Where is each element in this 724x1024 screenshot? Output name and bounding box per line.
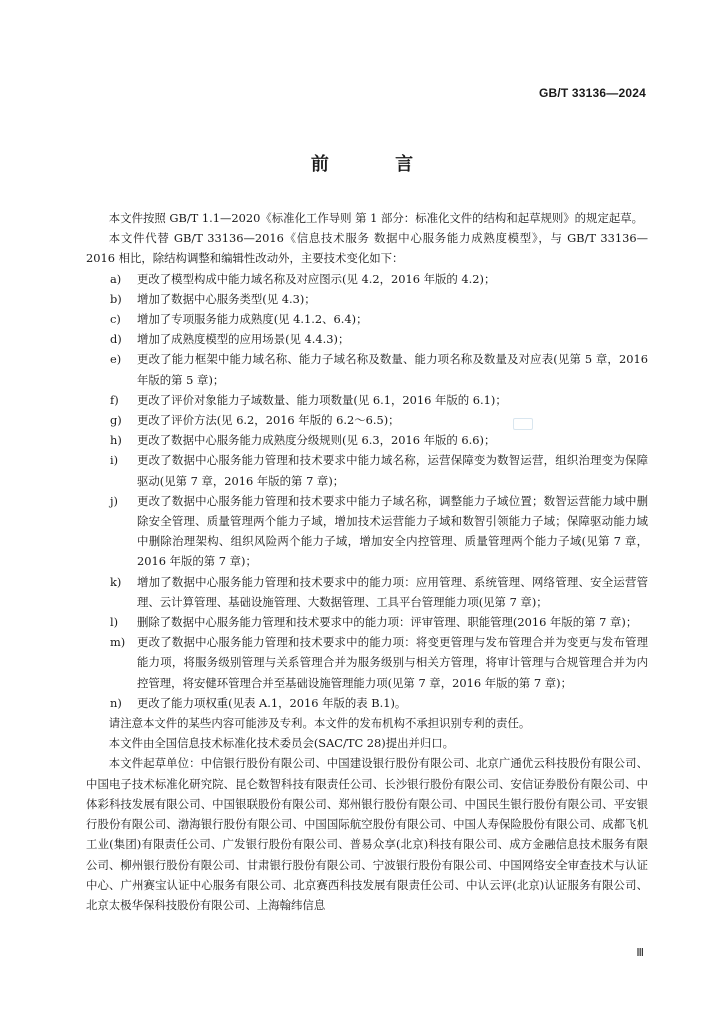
- list-text: 更改了数据中心服务能力成熟度分级规则(见 6.3，2016 年版的 6.6)；: [137, 433, 496, 448]
- list-item: [86, 349, 648, 389]
- list-text: 删除了数据中心服务能力管理和技术要求中的能力项：评审管理、职能管理(2016 年版的第 7 章)；: [137, 615, 638, 630]
- list-marker: j): [110, 493, 118, 508]
- list-item: [86, 491, 648, 572]
- list-item: [86, 309, 648, 329]
- list-text: 增加了数据中心服务能力管理和技术要求中的能力项：应用管理、系统管理、网络管理、安全运营管理、云计算管理、基础设施管理、大数据管理、工具平台管理能力项(见第 7 章)；: [137, 574, 648, 609]
- list-marker: i): [110, 453, 119, 468]
- page-number: Ⅲ: [636, 947, 644, 959]
- intro-paragraph-1: 本文件按照 GB/T 1.1—2020《标准化工作导则 第 1 部分：标准化文件的结构和起草规则》的规定起草。: [108, 211, 644, 225]
- list-item: [86, 390, 648, 410]
- proposer-statement: 本文件由全国信息技术标准化技术委员会(SAC/TC 28)提出并归口。: [108, 736, 455, 751]
- drafting-units: 本文件起草单位：中信银行股份有限公司、中国建设银行股份有限公司、北京广通优云科技股份有限公司、中国电子技术标准化研究院、昆仑数智科技有限责任公司、长沙银行股份有限公司、安信证券股份有限公司、中体彩科技发展有限公司、中国银联股份有限公司、郑州银行股份有限公司、中国民生银行股份有限公司、平安银行股份有限公司、渤海银行股份有限公司、中国国际航空股份有限公司、中国人寿保险股份有限公司、成都飞机工业(集团)有限责任公司、广发银行股份有限公司、普易众享(北京)科技有限公司、成方金融信息技术服务有限公司、柳州银行股份有限公司、甘肃银行股份有限公司、宁波银行股份有限公司、中国网络安全审查技术与认证中心、广州赛宝认证中心服务有限公司、北京赛西科技发展有限责任公司、中认云评(北京)认证服务有限公司、北京太极华保科技股份有限公司、上海翰纬信息: [86, 756, 648, 912]
- list-text: 更改了评价方法(见 6.2，2016 年版的 6.2～6.5)；: [137, 413, 400, 428]
- list-text: 增加了数据中心服务类型(见 4.3)；: [137, 291, 316, 306]
- list-text: 增加了成熟度模型的应用场景(见 4.4.3)；: [137, 332, 350, 347]
- list-marker: h): [110, 433, 122, 448]
- list-text: 增加了专项服务能力成熟度(见 4.1.2、6.4)；: [137, 312, 368, 327]
- list-marker: a): [110, 271, 122, 286]
- patent-notice: 请注意本文件的某些内容可能涉及专利。本文件的发布机构不承担识别专利的责任。: [108, 716, 531, 731]
- list-marker: e): [110, 352, 122, 367]
- list-item: [86, 269, 648, 289]
- list-marker: g): [110, 413, 122, 428]
- list-text: 更改了评价对象能力子域数量、能力项数量(见 6.1，2016 年版的 6.1)；: [137, 392, 507, 407]
- list-item: [86, 450, 648, 490]
- list-item: [86, 410, 648, 430]
- list-marker: m): [110, 635, 126, 650]
- list-item: [86, 572, 648, 612]
- list-item: [86, 430, 648, 450]
- list-text: 更改了模型构成中能力域名称及对应图示(见 4.2，2016 年版的 4.2)；: [137, 271, 496, 286]
- list-text: 更改了数据中心服务能力管理和技术要求中能力域名称，运营保障变为数智运营，组织治理变为保障驱动(见第 7 章，2016 年版的第 7 章)；: [137, 453, 648, 488]
- list-item: [86, 289, 648, 309]
- list-item: [86, 329, 648, 349]
- change-list: [86, 269, 648, 713]
- intro-paragraph-2: 本文件代替 GB/T 33136—2016《信息技术服务 数据中心服务能力成熟度模型》，与 GB/T 33136—2016 相比，除结构调整和编辑性改动外，主要技术变化如下：: [86, 231, 648, 266]
- list-text: 更改了数据中心服务能力管理和技术要求中能力子域名称，调整能力子域位置；数智运营能力域中删除安全管理、质量管理两个能力子域，增加技术运营能力子域和数智引领能力子域；保障驱动能力域中删除治理架构、组织风险两个能力子域，增加安全内控管理、质量管理两个能力子域(见第 7 章，2016 年版的第 7 章)；: [137, 493, 648, 569]
- list-marker: f): [110, 392, 119, 407]
- page-title: 前 言: [310, 154, 444, 175]
- list-item: [86, 612, 648, 632]
- list-marker: k): [110, 574, 122, 589]
- doc-number: GB/T 33136—2024: [538, 86, 646, 100]
- list-text: 更改了能力框架中能力域名称、能力子域名称及数量、能力项名称及数量及对应表(见第 5 章，2016 年版的第 5 章)；: [137, 352, 648, 387]
- list-marker: l): [110, 615, 119, 630]
- list-text: 更改了能力项权重(见表 A.1，2016 年版的表 B.1)。: [137, 695, 407, 710]
- list-marker: n): [110, 695, 122, 710]
- list-marker: b): [110, 291, 122, 306]
- document-body: [86, 208, 648, 915]
- list-item: [86, 693, 648, 713]
- list-marker: c): [110, 312, 121, 327]
- list-text: 更改了数据中心服务能力管理和技术要求中的能力项：将变更管理与发布管理合并为变更与发布管理能力项，将服务级别管理与关系管理合并为服务级别与相关方管理，将审计管理与合规管理合并为内控管理，将安健环管理合并至基础设施管理能力项(见第 7 章，2016 年版的第 7 章)；: [137, 635, 648, 690]
- list-marker: d): [110, 332, 122, 347]
- list-item: [86, 632, 648, 693]
